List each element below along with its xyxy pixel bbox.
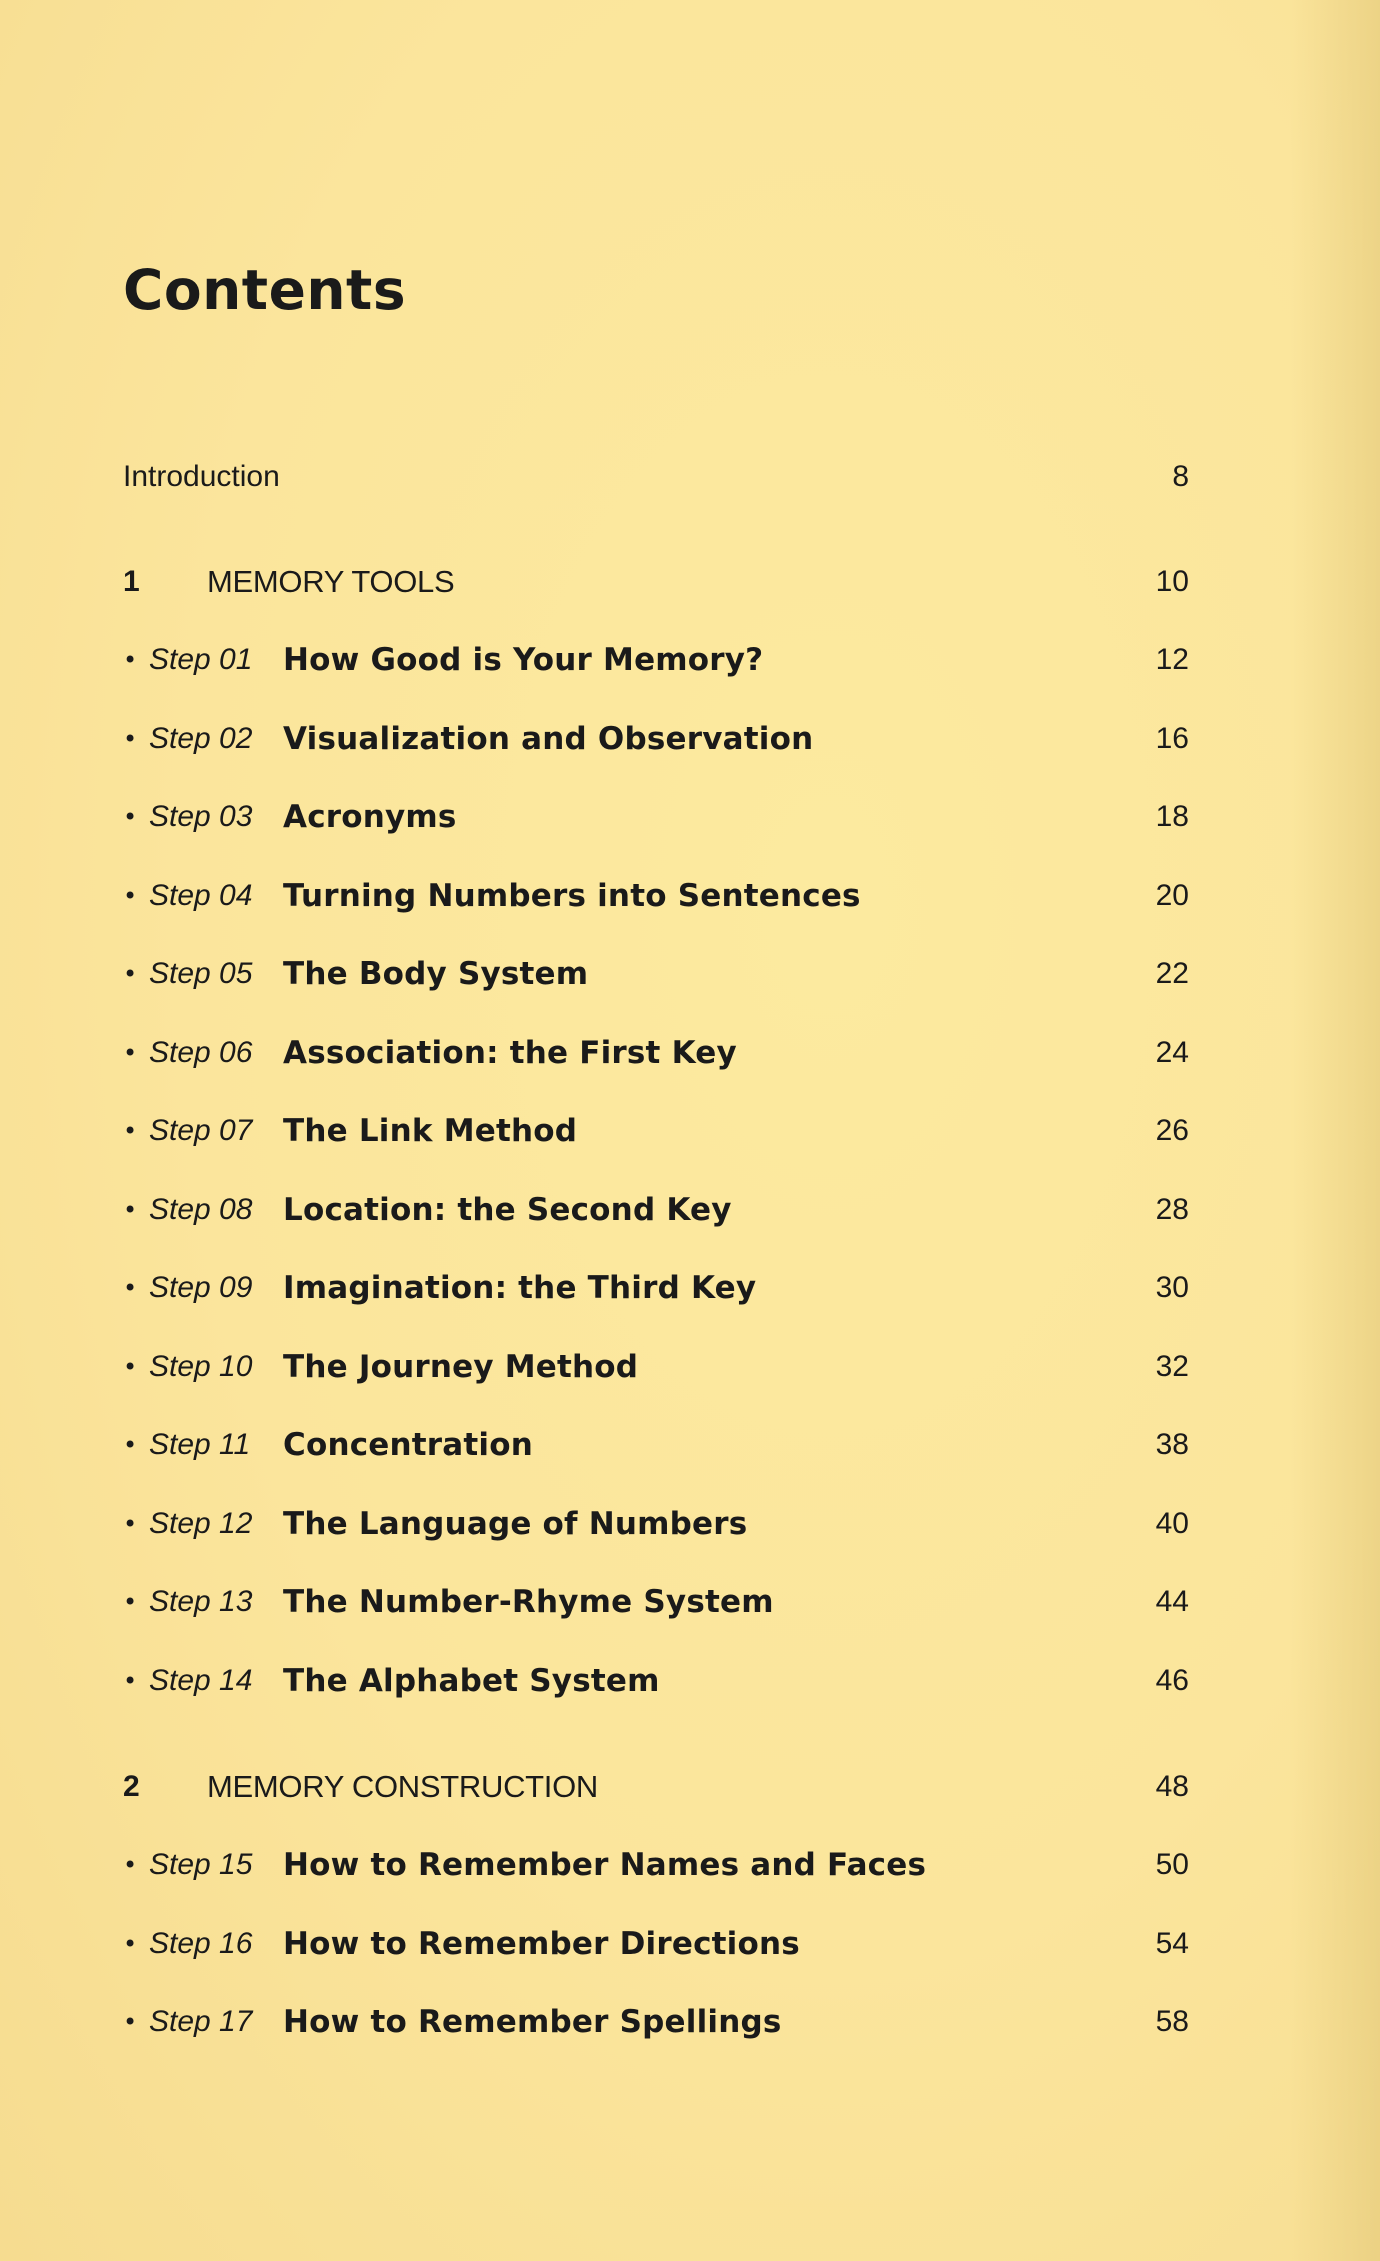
page-number: 10	[1155, 565, 1189, 598]
step-label: Step 07	[149, 1114, 253, 1147]
bullet-icon: •	[123, 1851, 138, 1879]
step-label: Step 04	[149, 879, 253, 912]
step-label: Step 05	[149, 957, 253, 990]
page-number: 26	[1155, 1114, 1189, 1147]
step-title: The Alphabet System	[283, 1663, 660, 1699]
page-number: 12	[1155, 643, 1189, 676]
section-number: 1	[123, 565, 140, 598]
step-label: Step 10	[149, 1350, 253, 1383]
toc-row-section[interactable]	[123, 552, 1189, 612]
step-title: The Link Method	[283, 1113, 578, 1149]
toc-row-step[interactable]	[123, 1914, 1189, 1974]
page-number: 16	[1155, 722, 1189, 755]
page-number: 44	[1155, 1585, 1189, 1618]
toc-row-step[interactable]	[123, 1023, 1189, 1083]
step-title: Acronyms	[283, 799, 457, 835]
step-label: Step 02	[149, 722, 253, 755]
page-number: 48	[1155, 1770, 1189, 1803]
page-number: 22	[1155, 957, 1189, 990]
bullet-icon: •	[123, 1353, 138, 1381]
step-title: The Language of Numbers	[283, 1506, 748, 1542]
toc-row-introduction[interactable]	[123, 447, 1189, 507]
page-number: 24	[1155, 1036, 1189, 1069]
toc-row-section[interactable]	[123, 1757, 1189, 1817]
page-number: 28	[1155, 1193, 1189, 1226]
bullet-icon: •	[123, 1588, 138, 1616]
section-title: MEMORY CONSTRUCTION	[207, 1769, 599, 1804]
bullet-icon: •	[123, 960, 138, 988]
step-title: Turning Numbers into Sentences	[283, 878, 861, 914]
bullet-icon: •	[123, 1039, 138, 1067]
step-label: Step 01	[149, 643, 253, 676]
toc-row-step[interactable]	[123, 787, 1189, 847]
page-number: 18	[1155, 800, 1189, 833]
step-label: Step 16	[149, 1927, 253, 1960]
section-number: 2	[123, 1770, 140, 1803]
bullet-icon: •	[123, 1930, 138, 1958]
bullet-icon: •	[123, 882, 138, 910]
step-label: Step 08	[149, 1193, 253, 1226]
step-title: How Good is Your Memory?	[283, 642, 764, 678]
step-title: How to Remember Names and Faces	[283, 1847, 927, 1883]
toc-row-step[interactable]	[123, 1835, 1189, 1895]
page-number: 54	[1155, 1927, 1189, 1960]
step-title: How to Remember Directions	[283, 1926, 800, 1962]
page-number: 40	[1155, 1507, 1189, 1540]
bullet-icon: •	[123, 803, 138, 831]
step-label: Step 09	[149, 1271, 253, 1304]
toc-row-step[interactable]	[123, 1337, 1189, 1397]
step-title: Concentration	[283, 1427, 534, 1463]
toc-row-step[interactable]	[123, 1572, 1189, 1632]
toc-row-step[interactable]	[123, 709, 1189, 769]
page-number: 50	[1155, 1848, 1189, 1881]
step-label: Step 12	[149, 1507, 253, 1540]
toc-row-step[interactable]	[123, 1180, 1189, 1240]
toc-row-step[interactable]	[123, 1494, 1189, 1554]
toc-row-step[interactable]	[123, 1258, 1189, 1318]
step-label: Step 13	[149, 1585, 253, 1618]
introduction-label: Introduction	[123, 460, 280, 493]
bullet-icon: •	[123, 1431, 138, 1459]
bullet-icon: •	[123, 1274, 138, 1302]
toc-row-step[interactable]	[123, 1651, 1189, 1711]
toc-row-step[interactable]	[123, 1992, 1189, 2052]
step-title: Location: the Second Key	[283, 1192, 732, 1228]
step-label: Step 17	[149, 2005, 253, 2038]
step-title: Visualization and Observation	[283, 721, 814, 757]
step-label: Step 14	[149, 1664, 253, 1697]
step-label: Step 06	[149, 1036, 253, 1069]
step-title: The Journey Method	[283, 1349, 639, 1385]
page-number: 20	[1155, 879, 1189, 912]
toc-row-step[interactable]	[123, 630, 1189, 690]
toc-row-step[interactable]	[123, 1101, 1189, 1161]
bullet-icon: •	[123, 646, 138, 674]
page-number: 30	[1155, 1271, 1189, 1304]
page-number: 32	[1155, 1350, 1189, 1383]
bullet-icon: •	[123, 2008, 138, 2036]
page-number: 46	[1155, 1664, 1189, 1697]
bullet-icon: •	[123, 1667, 138, 1695]
step-label: Step 11	[149, 1428, 251, 1461]
toc-row-step[interactable]	[123, 1415, 1189, 1475]
step-title: Association: the First Key	[283, 1035, 737, 1071]
toc-row-step[interactable]	[123, 866, 1189, 926]
bullet-icon: •	[123, 1117, 138, 1145]
step-label: Step 15	[149, 1848, 253, 1881]
bullet-icon: •	[123, 1510, 138, 1538]
step-title: Imagination: the Third Key	[283, 1270, 757, 1306]
toc-row-step[interactable]	[123, 944, 1189, 1004]
page-number: 8	[1172, 460, 1189, 493]
step-title: The Number-Rhyme System	[283, 1584, 774, 1620]
page-number: 58	[1155, 2005, 1189, 2038]
step-title: How to Remember Spellings	[283, 2004, 782, 2040]
page-edge-shadow	[1290, 0, 1380, 2261]
step-label: Step 03	[149, 800, 253, 833]
page-number: 38	[1155, 1428, 1189, 1461]
step-title: The Body System	[283, 956, 589, 992]
bullet-icon: •	[123, 1196, 138, 1224]
page-title: Contents	[123, 258, 407, 322]
bullet-icon: •	[123, 725, 138, 753]
section-title: MEMORY TOOLS	[207, 564, 455, 599]
